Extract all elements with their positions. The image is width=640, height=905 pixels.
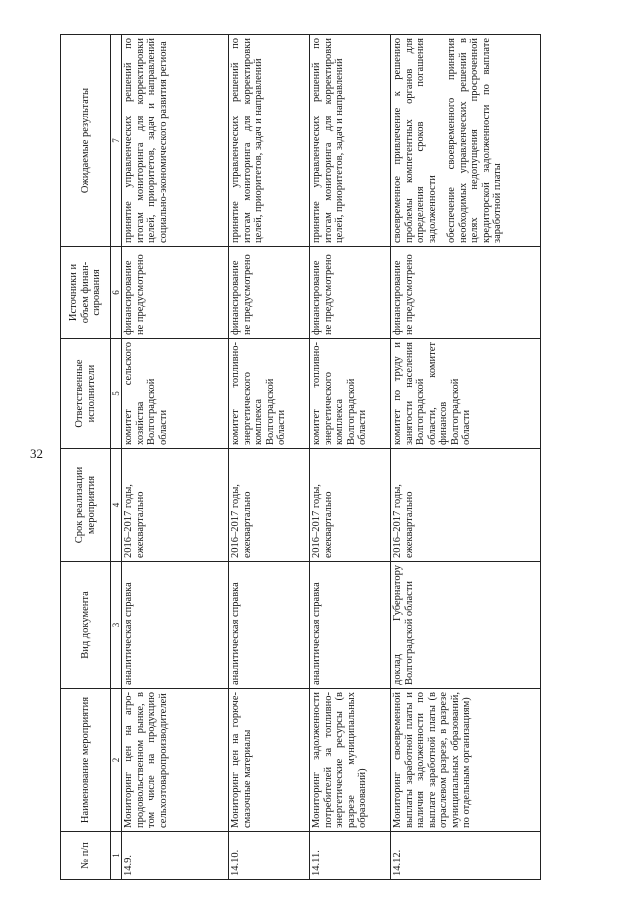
row-resp: комитет топливно-энергетического комплекса Волгоградской области	[229, 339, 310, 449]
row-doc: аналитическая справка	[310, 562, 391, 689]
row-resp: комитет по труду и занятости населения Волгоградской области, комитет финансов Волгоградской области	[391, 339, 541, 449]
row-fin: финансирование не предусмотрено	[310, 247, 391, 339]
row-result-extra: обеспечение своевременного принятия необходимых управленческих решений в целях недопущения просроченной кредиторской задолженности по выплате заработной платы	[446, 38, 503, 243]
col-number: 6	[111, 247, 122, 339]
measures-table	[60, 34, 541, 880]
table-row	[310, 35, 391, 880]
header-resp: Ответственные исполнители	[61, 339, 111, 449]
header-term: Срок реализации мероприятия	[61, 449, 111, 562]
row-result: своевременное привлечение к решению проблемы компетентных органов для определения сроков погашения задолженности	[392, 38, 438, 243]
col-number: 1	[111, 832, 122, 880]
row-num: 14.12.	[391, 832, 541, 880]
row-doc: аналитическая справка	[122, 562, 229, 689]
table-row	[229, 35, 310, 880]
row-fin: финансирование не предусмотрено	[122, 247, 229, 339]
row-fin: финансирование не предусмотрено	[229, 247, 310, 339]
row-name: Мониторинг цен на агро-продовольственном рынке, в том числе на продукцию сельхозтоваропроизводителей	[122, 689, 229, 832]
row-term: 2016–2017 годы, ежеквартально	[229, 449, 310, 562]
column-number-row	[111, 35, 122, 880]
row-num: 14.10.	[229, 832, 310, 880]
header-row	[61, 35, 111, 880]
row-resp: комитет сельского хозяйства Волгоградской области	[122, 339, 229, 449]
col-number: 7	[111, 35, 122, 247]
row-term: 2016–2017 годы, ежеквартально	[391, 449, 541, 562]
header-fin: Источники и объем финан- сирования	[61, 247, 111, 339]
row-name: Мониторинг задолженности потребителей за топливно-энергетические ресурсы (в разрезе муниципальных образований)	[310, 689, 391, 832]
col-number: 3	[111, 562, 122, 689]
header-num: № п/п	[61, 832, 111, 880]
row-result-cell	[391, 35, 541, 247]
header-result: Ожидаемые результаты	[61, 35, 111, 247]
row-doc: аналитическая справка	[229, 562, 310, 689]
row-name: Мониторинг своевременной выплаты заработной платы и наличия задолженности по выплате заработной платы (в отраслевом разрезе, в разрезе муниципальных образований, по отдельным организациям)	[391, 689, 541, 832]
row-term: 2016–2017 годы, ежеквартально	[122, 449, 229, 562]
row-term: 2016–2017 годы, ежеквартально	[310, 449, 391, 562]
row-result: принятие управленческих решений по итогам мониторинга для корректировки целей, приоритетов, задач и направлений социально-экономического развития региона	[122, 35, 229, 247]
row-num: 14.11.	[310, 832, 391, 880]
page-number: 32	[30, 446, 43, 461]
row-result: принятие управленческих решений по итогам мониторинга для корректировки целей, приоритетов, задач и направлений	[229, 35, 310, 247]
row-result: принятие управленческих решений по итогам мониторинга для корректировки целей, приоритетов, задач и направлений	[310, 35, 391, 247]
row-name: Мониторинг цен на горюче-смазочные материалы	[229, 689, 310, 832]
rotated-table-container	[60, 35, 565, 880]
row-fin: финансирование не предусмотрено	[391, 247, 541, 339]
row-resp: комитет топливно-энергетического комплекса Волгоградской области	[310, 339, 391, 449]
row-num: 14.9.	[122, 832, 229, 880]
header-doc: Вид документа	[61, 562, 111, 689]
table-row	[391, 35, 541, 880]
row-doc: доклад Губернатору Волгоградской области	[391, 562, 541, 689]
header-name: Наименование мероприятия	[61, 689, 111, 832]
table-row	[122, 35, 229, 880]
col-number: 4	[111, 449, 122, 562]
col-number: 5	[111, 339, 122, 449]
col-number: 2	[111, 689, 122, 832]
